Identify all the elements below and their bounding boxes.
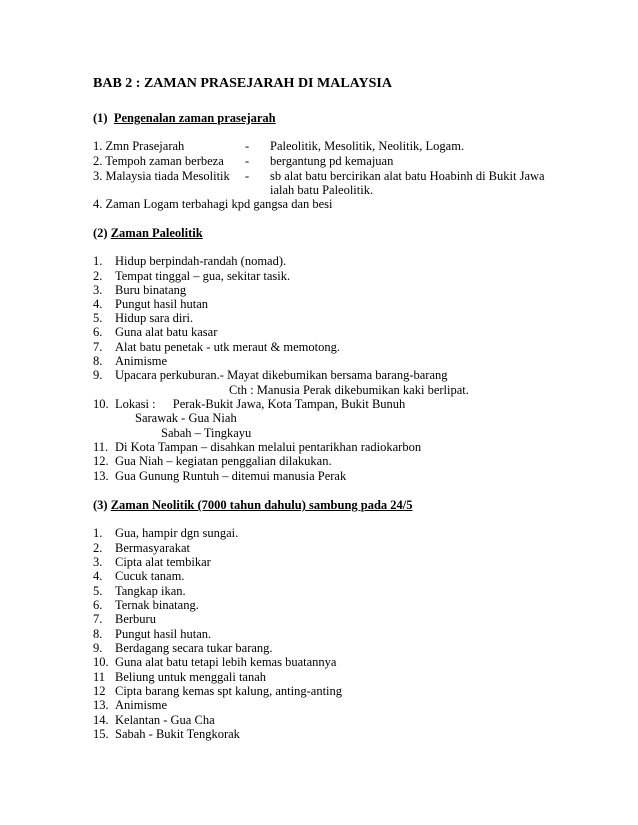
list-item: 2. Bermasyarakat [93, 541, 190, 555]
list-item: 4. Pungut hasil hutan [93, 297, 209, 311]
list-item: 12. Gua Niah – kegiatan penggalian dilakukan. [93, 454, 332, 468]
sec1-row [93, 183, 613, 198]
list-item: 12 Cipta barang kemas spt kalung, anting-anting [93, 684, 343, 698]
sec1-row-right: bergantung pd kemajuan [270, 154, 394, 168]
list-item: 4. Cucuk tanam. [93, 569, 185, 583]
location-sabah: Sabah – Tingkayu [161, 426, 252, 440]
sec1-row-left: 2. Tempoh zaman berbeza [93, 154, 224, 168]
list-item: 5. Hidup sara diri. [93, 311, 194, 325]
sec1-row-dash: - [245, 139, 250, 153]
list-item: 14. Kelantan - Gua Cha [93, 713, 215, 727]
list-item: 3. Buru binatang [93, 283, 187, 297]
list-item-location: 10. Lokasi : Perak-Bukit Jawa, Kota Tampan, Bukit Bunuh [93, 397, 406, 411]
sec1-row-4: 4. Zaman Logam terbahagi kpd gangsa dan besi [93, 197, 333, 211]
sec1-row-left: 1. Zmn Prasejarah [93, 139, 185, 153]
list-item: 8. Pungut hasil hutan. [93, 627, 212, 641]
section-2-heading [93, 226, 203, 241]
list-item: 5. Tangkap ikan. [93, 584, 186, 598]
sec1-row-dash: - [245, 169, 250, 183]
section-1-heading [93, 111, 276, 126]
list-item: 8. Animisme [93, 354, 168, 368]
sec1-row [93, 139, 613, 154]
list-item: 1. Hidup berpindah-randah (nomad). [93, 254, 287, 268]
location-sarawak: Sarawak - Gua Niah [135, 411, 237, 425]
list-item: 2. Tempat tinggal – gua, sekitar tasik. [93, 269, 291, 283]
sec1-row-right: ialah batu Paleolitik. [270, 183, 374, 197]
list-item: 9. Upacara perkuburan.- Mayat dikebumikan bersama barang-barang [93, 368, 448, 382]
section-3-title: Zaman Neolitik (7000 tahun dahulu) sambung pada 24/5 [110, 498, 413, 512]
list-item: 7. Alat batu penetak - utk meraut & memotong. [93, 340, 340, 354]
location-label: Lokasi : [115, 397, 156, 411]
section-3-heading [93, 498, 413, 513]
sec1-row-dash: - [245, 154, 250, 168]
list-item: 13. Animisme [93, 698, 168, 712]
section-2-title: Zaman Paleolitik [110, 226, 203, 240]
list-item: 10. Guna alat batu tetapi lebih kemas buatannya [93, 655, 337, 669]
list-item: 3. Cipta alat tembikar [93, 555, 211, 569]
sec1-row-right: sb alat batu bercirikan alat batu Hoabinh di Bukit Jawa [270, 169, 545, 183]
list-item: 6. Ternak binatang. [93, 598, 199, 612]
list-item: 6. Guna alat batu kasar [93, 325, 218, 339]
list-item: 1. Gua, hampir dgn sungai. [93, 526, 239, 540]
section-1-number: (1) [93, 111, 108, 125]
list-item: 13. Gua Gunung Runtuh – ditemui manusia Perak [93, 469, 347, 483]
location-perak: Perak-Bukit Jawa, Kota Tampan, Bukit Bunuh [172, 397, 406, 411]
list-item-continuation: Cth : Manusia Perak dikebumikan kaki berlipat. [229, 383, 469, 397]
list-item: 9. Berdagang secara tukar barang. [93, 641, 273, 655]
section-3-number: (3) [93, 498, 108, 512]
list-item: 7. Berburu [93, 612, 156, 626]
list-item: 11 Beliung untuk menggali tanah [93, 670, 267, 684]
list-item: 11. Di Kota Tampan – disahkan melalui pentarikhan radiokarbon [93, 440, 422, 454]
section-1-title: Pengenalan zaman prasejarah [113, 111, 276, 125]
sec1-row [93, 169, 613, 184]
sec1-row-left: 3. Malaysia tiada Mesolitik [93, 169, 230, 183]
section-2-number: (2) [93, 226, 108, 240]
sec1-row [93, 154, 613, 169]
list-item: 15. Sabah - Bukit Tengkorak [93, 727, 240, 741]
sec1-row-right: Paleolitik, Mesolitik, Neolitik, Logam. [270, 139, 465, 153]
page-title: BAB 2 : ZAMAN PRASEJARAH DI MALAYSIA [93, 76, 392, 91]
